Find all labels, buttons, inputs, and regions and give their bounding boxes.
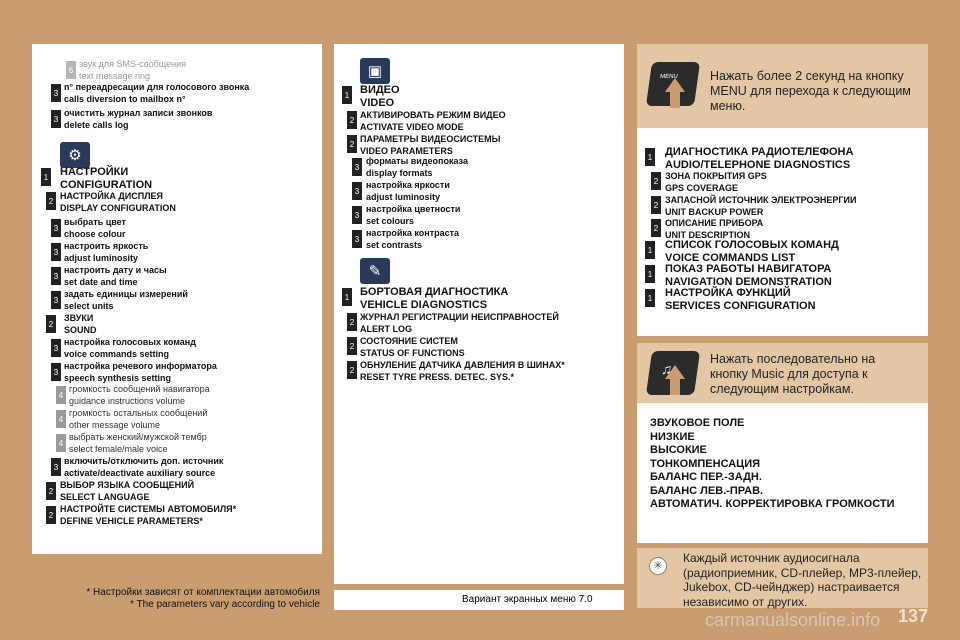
menu-item: настройка яркости adjust luminosity bbox=[366, 180, 450, 202]
menu-item: громкость остальных сообщений other message volume bbox=[69, 408, 208, 430]
menu-item: выбрать цвет choose colour bbox=[64, 217, 126, 239]
level-badge: 2 bbox=[347, 313, 357, 331]
level-badge: 2 bbox=[651, 196, 661, 214]
level-badge: 2 bbox=[347, 337, 357, 355]
menu-item: ПОКАЗ РАБОТЫ НАВИГАТОРА NAVIGATION DEMONSTRATION bbox=[665, 263, 832, 288]
menu-item: настройка контраста set contrasts bbox=[366, 228, 460, 250]
instruction-text: Нажать последовательно на кнопку Music для доступа к следующим настройкам. bbox=[710, 352, 876, 396]
level-badge: 2 bbox=[46, 192, 56, 210]
level-badge: 1 bbox=[342, 288, 352, 306]
menu-column-video-diag bbox=[334, 44, 624, 584]
level-badge: 4 bbox=[56, 434, 66, 452]
menu-item: звук для SMS-сообщения text message ring bbox=[79, 59, 186, 81]
tip-text: Каждый источник аудиосигнала (радиоприемник, CD-плейер, MP3-плейер, Jukebox, CD-чейнджер) настраивается независимо от других. bbox=[683, 551, 922, 609]
page-number: 137 bbox=[898, 606, 929, 626]
level-badge: 1 bbox=[342, 86, 352, 104]
menu-item: n° переадресации для голосового звонка calls diversion to mailbox n° bbox=[64, 82, 250, 104]
level-badge: 3 bbox=[51, 219, 61, 237]
menu-item: настроить дату и часы set date and time bbox=[64, 265, 167, 287]
menu-item: настройка речевого информатора speech synthesis setting bbox=[64, 361, 217, 383]
level-badge: 2 bbox=[46, 506, 56, 524]
instruction-text: Нажать более 2 секунд на кнопку MENU для перехода к следующим меню. bbox=[710, 69, 911, 113]
menu-item: ДИАГНОСТИКА РАДИОТЕЛЕФОНА AUDIO/TELEPHONE DIAGNOSTICS bbox=[665, 146, 854, 171]
level-badge: 3 bbox=[51, 267, 61, 285]
level-badge: 3 bbox=[51, 110, 61, 128]
level-badge: 4 bbox=[56, 386, 66, 404]
level-badge: 2 bbox=[347, 111, 357, 129]
level-badge: 3 bbox=[51, 84, 61, 102]
level-badge: 2 bbox=[46, 482, 56, 500]
wrench-icon: ✎ bbox=[360, 258, 390, 284]
menu-item: выбрать женский/мужской тембр select female/male voice bbox=[69, 432, 207, 454]
menu-item: ОПИСАНИЕ ПРИБОРА UNIT DESCRIPTION bbox=[665, 218, 764, 240]
menu-item: задать единицы измерений select units bbox=[64, 289, 188, 311]
level-badge: 2 bbox=[347, 361, 357, 379]
level-badge: 1 bbox=[645, 241, 655, 259]
level-badge: 6 bbox=[66, 61, 76, 79]
level-badge: 2 bbox=[651, 172, 661, 190]
menu-item: АКТИВИРОВАТЬ РЕЖИМ ВИДЕО ACTIVATE VIDEO MODE bbox=[360, 110, 506, 132]
level-badge: 2 bbox=[46, 315, 56, 333]
menu-item: ЗОНА ПОКРЫТИЯ GPS GPS COVERAGE bbox=[665, 171, 767, 193]
menu-button-icon: MENU bbox=[646, 62, 700, 106]
menu-item: очистить журнал записи звонков delete calls log bbox=[64, 108, 213, 130]
menu-item: НАСТРОЙКА ДИСПЛЕЯ DISPLAY CONFIGURATION bbox=[60, 191, 176, 213]
tools-icon: ⚙ bbox=[60, 142, 90, 168]
level-badge: 2 bbox=[651, 219, 661, 237]
level-badge: 4 bbox=[56, 410, 66, 428]
menu-item-video: ВИДЕО VIDEO bbox=[360, 84, 400, 109]
menu-item: ПАРАМЕТРЫ ВИДЕОСИСТЕМЫ VIDEO PARAMETERS bbox=[360, 134, 501, 156]
menu-item: ЖУРНАЛ РЕГИСТРАЦИИ НЕИСПРАВНОСТЕЙ ALERT LOG bbox=[360, 312, 559, 334]
level-badge: 1 bbox=[645, 148, 655, 166]
level-badge: 3 bbox=[352, 158, 362, 176]
menu-item: ВЫБОР ЯЗЫКА СООБЩЕНИЙ SELECT LANGUAGE bbox=[60, 480, 195, 502]
watermark: carmanualsonline.info bbox=[705, 610, 881, 630]
audio-settings-list: ЗВУКОВОЕ ПОЛЕ НИЗКИЕ ВЫСОКИЕ ТОНКОМПЕНСАЦИЯ БАЛАНС ПЕР.-ЗАДН. БАЛАНС ЛЕВ.-ПРАВ. АВТОМАТИЧ. КОРРЕКТИРОВКА ГРОМКОСТИ bbox=[650, 417, 895, 510]
menu-item: настройка голосовых команд voice commands setting bbox=[64, 337, 196, 359]
arrow-stem bbox=[670, 379, 680, 395]
level-badge: 3 bbox=[352, 206, 362, 224]
footnote: * Настройки зависят от комплектации автомобиля * The parameters vary according to vehicle bbox=[86, 587, 320, 610]
menu-item: СПИСОК ГОЛОСОВЫХ КОМАНД VOICE COMMANDS LIST bbox=[665, 239, 839, 264]
instruction-header bbox=[637, 44, 928, 128]
level-badge: 2 bbox=[347, 135, 357, 153]
instruction-header bbox=[637, 343, 928, 403]
menu-item: ЗАПАСНОЙ ИСТОЧНИК ЭЛЕКТРОЭНЕРГИИ UNIT BACKUP POWER bbox=[665, 195, 857, 217]
menu-item: настройка цветности set colours bbox=[366, 204, 461, 226]
menu-item: настроить яркость adjust luminosity bbox=[64, 241, 149, 263]
level-badge: 3 bbox=[51, 458, 61, 476]
level-badge: 3 bbox=[352, 230, 362, 248]
menu-item: СОСТОЯНИЕ СИСТЕМ STATUS OF FUNCTIONS bbox=[360, 336, 465, 358]
menu-column-advanced bbox=[637, 44, 928, 336]
arrow-up-icon bbox=[665, 365, 685, 379]
lightbulb-icon: ✳ bbox=[649, 557, 667, 575]
menu-item: громкость сообщений навигатора guidance instructions volume bbox=[69, 384, 210, 406]
menu-variant-label: Вариант экранных меню 7.0 bbox=[334, 590, 624, 610]
level-badge: 3 bbox=[51, 339, 61, 357]
level-badge: 3 bbox=[51, 291, 61, 309]
video-icon: ▣ bbox=[360, 58, 390, 84]
level-badge: 3 bbox=[51, 363, 61, 381]
level-badge: 1 bbox=[645, 265, 655, 283]
menu-item-diagnostics: БОРТОВАЯ ДИАГНОСТИКА VEHICLE DIAGNOSTICS bbox=[360, 286, 509, 311]
menu-item: НАСТРОЙТЕ СИСТЕМЫ АВТОМОБИЛЯ* DEFINE VEHICLE PARAMETERS* bbox=[60, 504, 237, 526]
menu-item: ЗВУКИ SOUND bbox=[64, 313, 97, 335]
arrow-up-icon bbox=[665, 78, 685, 92]
menu-item: форматы видеопоказа display formats bbox=[366, 156, 468, 178]
level-badge: 3 bbox=[51, 243, 61, 261]
level-badge: 3 bbox=[352, 182, 362, 200]
menu-item: ОБНУЛЕНИЕ ДАТЧИКА ДАВЛЕНИЯ В ШИНАХ* RESET TYRE PRESS. DETEC. SYS.* bbox=[360, 360, 565, 382]
arrow-stem bbox=[670, 92, 680, 108]
level-badge: 1 bbox=[41, 168, 51, 186]
tip-box bbox=[637, 548, 928, 608]
level-badge: 1 bbox=[645, 289, 655, 307]
music-button-icon: ♫ bbox=[646, 351, 700, 395]
menu-item: включить/отключить доп. источник activate/deactivate auxiliary source bbox=[64, 456, 224, 478]
menu-column-config bbox=[32, 44, 322, 554]
menu-item-configuration: НАСТРОЙКИ CONFIGURATION bbox=[60, 166, 153, 191]
menu-column-audio bbox=[637, 343, 928, 543]
menu-item: НАСТРОЙКА ФУНКЦИЙ SERVICES CONFIGURATION bbox=[665, 287, 816, 312]
